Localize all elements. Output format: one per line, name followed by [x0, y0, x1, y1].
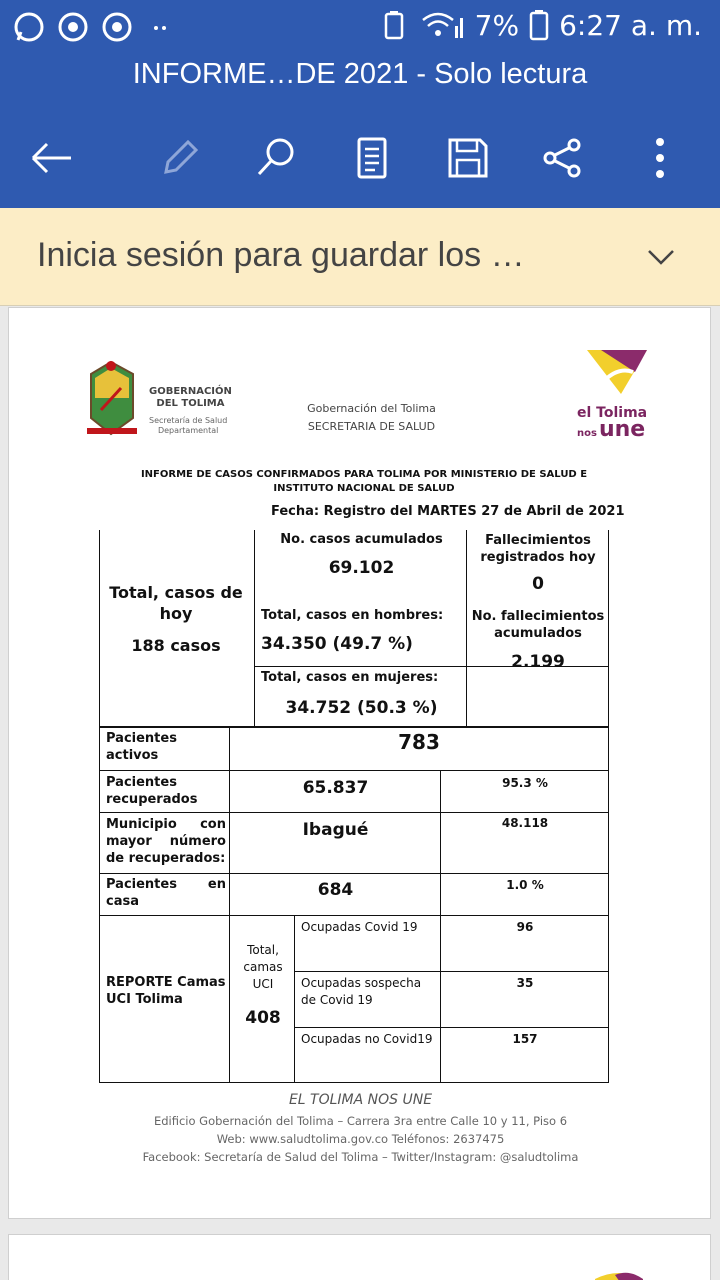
save-icon	[446, 136, 490, 180]
save-button[interactable]	[440, 130, 496, 186]
back-arrow-icon	[29, 140, 75, 176]
wifi-signal-icon	[421, 8, 465, 42]
chrome-icon	[56, 10, 90, 44]
clock: 6:27 a. m.	[559, 8, 702, 42]
edit-button[interactable]	[152, 130, 208, 186]
casa-pct: 1.0 %	[506, 878, 544, 892]
footer-web: Web: www.saludtolima.gov.co Teléfonos: 2637475	[216, 1132, 505, 1146]
hombres-label: Total, casos en hombres:	[261, 608, 444, 623]
municipio-count: 48.118	[501, 816, 549, 830]
fallecimientos-hoy-label: Fallecimientos registrados hoy	[480, 533, 596, 565]
more-vert-icon	[654, 136, 666, 180]
header-center: Gobernación del Tolima SECRETARIA DE SALUD	[307, 402, 436, 433]
footer-slogan: EL TOLIMA NOS UNE	[288, 1092, 433, 1108]
dots-icon	[144, 10, 178, 44]
el-tolima-nos-une-logo: el Tolima nos une	[577, 344, 659, 434]
activos-label: Pacientes activos	[106, 731, 177, 763]
battery-saver-icon	[377, 8, 411, 42]
footer-social: Facebook: Secretaría de Salud del Tolima – Twitter/Instagram: @saludtolima	[142, 1150, 579, 1164]
search-button[interactable]	[248, 130, 304, 186]
acumulados-label: No. casos acumulados	[280, 532, 443, 547]
report-title: INFORME DE CASOS CONFIRMADOS PARA TOLIMA POR MINISTERIO DE SALUD E INSTITUTO NACIONAL DE SALUD	[140, 469, 588, 494]
reader-view-button[interactable]	[344, 130, 400, 186]
battery-level: 7%	[474, 8, 520, 42]
uci-sospecha-label: Ocupadas sospecha de Covid 19	[301, 976, 422, 1007]
toolbar	[0, 120, 720, 192]
total-hoy-label: Total, casos de hoy	[109, 583, 243, 623]
uci-no-label: Ocupadas no Covid19	[301, 1032, 433, 1046]
fallecimientos-hoy-value: 0	[532, 574, 544, 594]
uci-total-value: 408	[245, 1008, 281, 1028]
whatsapp-icon	[12, 10, 46, 44]
battery-icon	[529, 8, 549, 42]
chevron-down-icon[interactable]	[644, 240, 678, 274]
search-icon	[254, 136, 298, 180]
uci-no-value: 157	[512, 1032, 538, 1046]
cases-table	[99, 530, 609, 1083]
municipio-label: Municipio con mayor número de recuperados:	[106, 817, 226, 866]
back-button[interactable]	[24, 130, 80, 186]
report-date: Fecha: Registro del MARTES 27 de Abril de 2021	[271, 504, 625, 519]
el-tolima-nos-une-logo	[589, 1265, 649, 1280]
recuperados-pct: 95.3 %	[502, 776, 548, 790]
activos-value: 783	[398, 730, 440, 754]
app-bar	[0, 0, 720, 208]
gobernacion-subtitle: Secretaría de Salud Departamental	[149, 416, 228, 435]
uci-label: REPORTE Camas UCI Tolima	[106, 975, 226, 1007]
document-page	[8, 307, 711, 1219]
total-hoy-value: 188 casos	[131, 636, 221, 655]
fallecimientos-acumulados-label: No. fallecimientos acumulados	[471, 609, 605, 641]
hombres-value: 34.350 (49.7 %)	[261, 634, 413, 654]
fallecimientos-acumulados-value: 2.199	[511, 652, 565, 672]
casa-value: 684	[317, 880, 354, 900]
reader-view-icon	[355, 136, 389, 180]
recuperados-label: Pacientes recuperados	[106, 775, 198, 807]
pencil-icon	[158, 136, 202, 180]
uci-covid-label: Ocupadas Covid 19	[301, 920, 418, 934]
sign-in-banner-text: Inicia sesión para guardar los …	[37, 236, 525, 274]
share-button[interactable]	[534, 130, 590, 186]
handshake-icon	[577, 344, 659, 400]
gobernacion-name: GOBERNACIÓN DEL TOLIMA	[149, 386, 232, 409]
acumulados-value: 69.102	[328, 558, 395, 578]
municipio-value: Ibagué	[302, 820, 369, 840]
uci-sospecha-value: 35	[516, 976, 534, 990]
uci-covid-value: 96	[516, 920, 534, 934]
document-page-2	[8, 1234, 711, 1280]
mujeres-label: Total, casos en mujeres:	[261, 670, 439, 685]
casa-label: Pacientes en casa	[106, 877, 226, 909]
mujeres-value: 34.752 (50.3 %)	[285, 698, 438, 718]
uci-total-label: Total, camas UCI	[243, 943, 283, 991]
share-icon	[540, 136, 584, 180]
more-options-button[interactable]	[632, 130, 688, 186]
document-footer	[9, 1092, 712, 1166]
recuperados-value: 65.837	[302, 778, 369, 798]
document-title: INFORME…DE 2021 - Solo lectura	[132, 58, 588, 90]
chrome-icon	[100, 10, 134, 44]
sign-in-banner[interactable]	[0, 208, 720, 306]
footer-address: Edificio Gobernación del Tolima – Carrera 3ra entre Calle 10 y 11, Piso 6	[153, 1114, 568, 1128]
status-bar	[0, 0, 720, 56]
